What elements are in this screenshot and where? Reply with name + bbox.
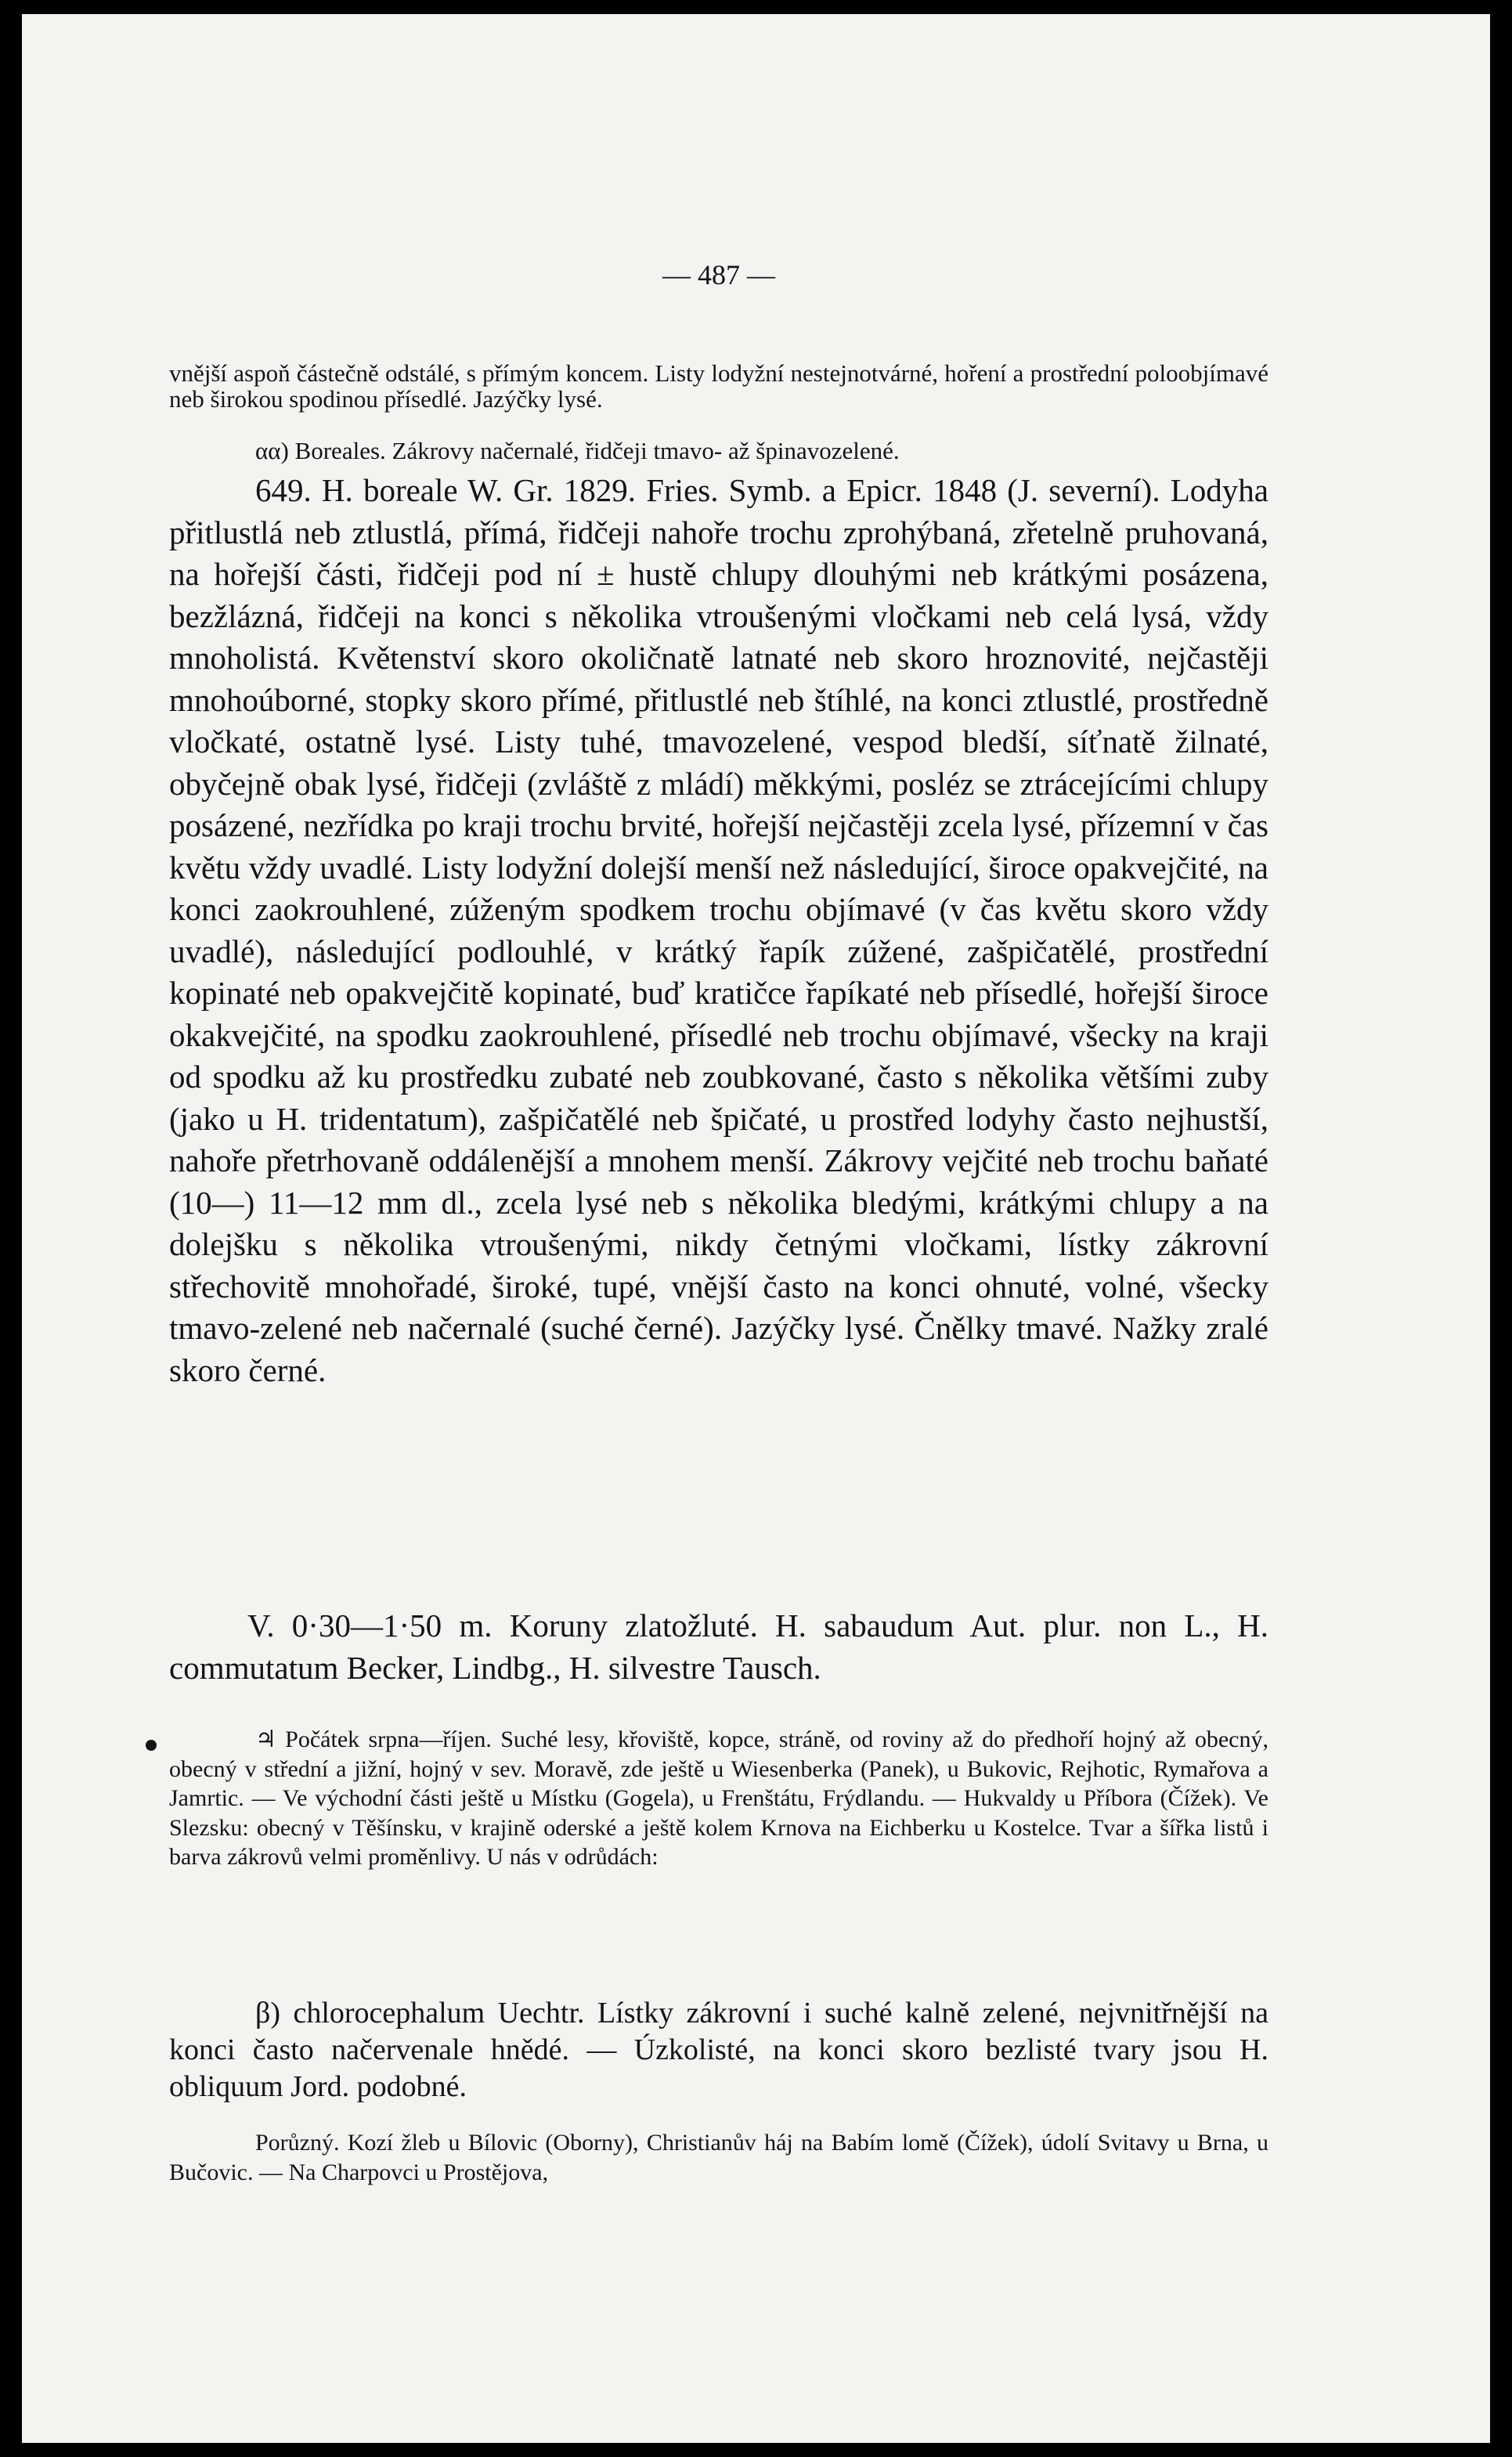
variety-localities: Porůzný. Kozí žleb u Bílovic (Oborny), Christianův háj na Babím lomě (Čížek), údolí Svitavy u Brna, u Bučovic. — Na Charpovci u Prostějova,: [169, 2130, 1268, 2185]
species-description-649: 649. H. boreale W. Gr. 1829. Fries. Symb. a Epicr. 1848 (J. severní). Lodyha přitlustlá neb ztlustlá, přímá, řidčeji nahoře trochu zprohýbaná, zřetelně pruhovaná, na hořejší části, řidčeji pod ní ± hustě chlupy dlouhými neb krátkými posázena, bezžlázná, řidčeji na konci s několika vtroušenými vločkami neb celá lysá, vždy mnoholistá. Květenství skoro okoličnatě latnaté neb skoro hroznovité, nejčastěji mnohoúborné, stopky skoro přímé, přitlustlé neb štíhlé, na konci ztlustlé, prostředně vločkaté, ostatně lysé. Listy tuhé, tmavozelené, vespod bledší, síťnatě žilnaté, obyčejně obak lysé, řidčeji (zvláště z mládí) měkkými, posléz se ztrácejícími chlupy posázené, nezřídka po kraji trochu brvité, hořejší nejčastěji zcela lysé, přízemní v čas květu vždy uvadlé. Listy lodyžní dolejší menší než následující, široce opakvejčité, na konci zaokrouhlené, zúženým spodkem trochu objímavé (v čas květu skoro vždy uvadlé), následující podlouhlé, v krátký řapík zúžené, zašpičatělé, prostřední kopinaté neb opakvejčitě kopinaté, buď kratičce řapíkaté neb přísedlé, hořejší široce okakvejčité, na spodku zaokrouhlené, přísedlé neb trochu objímavé, všecky na kraji od spodku až ku prostředku zubaté neb zoubkované, často s několika většími zuby (jako u H. tridentatum), zašpičatělé neb špičaté, u prostřed lodyhy často nejhustší, nahoře přetrhovaně oddálenější a mnohem menší. Zákrovy vejčité neb trochu baňaté (10—) 11—12 mm dl., zcela lysé neb s několika bledými, krátkými chlupy a na dolejšku s několika vtroušenými, nikdy četnými vločkami, lístky zákrovní střechovitě mnohořadé, široké, tupé, vnější často na konci ohnuté, volné, všecky tmavo-zelené neb načernalé (suché černé). Jazýčky lysé. Čnělky tmavé. Nažky zralé skoro černé.: [169, 472, 1268, 1388]
distribution-note: ♃ Počátek srpna—říjen. Suché lesy, křoviště, kopce, stráně, od roviny až do předhoří hojný až obecný, obecný v střední a jižní, hojný v sev. Moravě, zde ještě u Wiesenberka (Panek), u Bukovic, Rejhotic, Rymařova a Jamrtic. — Ve východní části ještě u Místku (Gogela), u Frenštátu, Frýdlandu. — Hukvaldy u Příbora (Čížek). Ve Slezsku: obecný v Těšínsku, v krajině oderské a ještě kolem Krnova na Eichberku u Kostelce. Tvar a šířka listů i barva zákrovů velmi proměnlivy. U nás v odrůdách:: [169, 1726, 1268, 1870]
page-number: — 487 —: [662, 259, 775, 290]
paragraph-continuation: vnější aspoň částečně odstálé, s přímým koncem. Listy lodyžní nestejnotvárné, hoření a prostřední poloobjímavé neb širokou spodinou přísedlé. Jazýčky lysé.: [169, 359, 1268, 413]
bullet-dot-icon: [146, 1740, 157, 1751]
variety-chlorocephalum: β) chlorocephalum Uechtr. Lístky zákrovní i suché kalně zelené, nejvnitřnější na konci často načervenale hnědé. — Úzkolisté, na konci skoro bezlisté tvary jsou H. obliquum Jord. podobné.: [169, 1997, 1268, 2103]
species-measurements: V. 0·30—1·50 m. Koruny zlatožluté. H. sabaudum Aut. plur. non L., H. commutatum Becker, Lindbg., H. silvestre Tausch.: [169, 1607, 1268, 1686]
scanned-page: [22, 14, 1490, 2443]
paragraph-group-heading: αα) Boreales. Zákrovy načernalé, řidčeji tmavo- až špinavozelené.: [255, 437, 900, 464]
